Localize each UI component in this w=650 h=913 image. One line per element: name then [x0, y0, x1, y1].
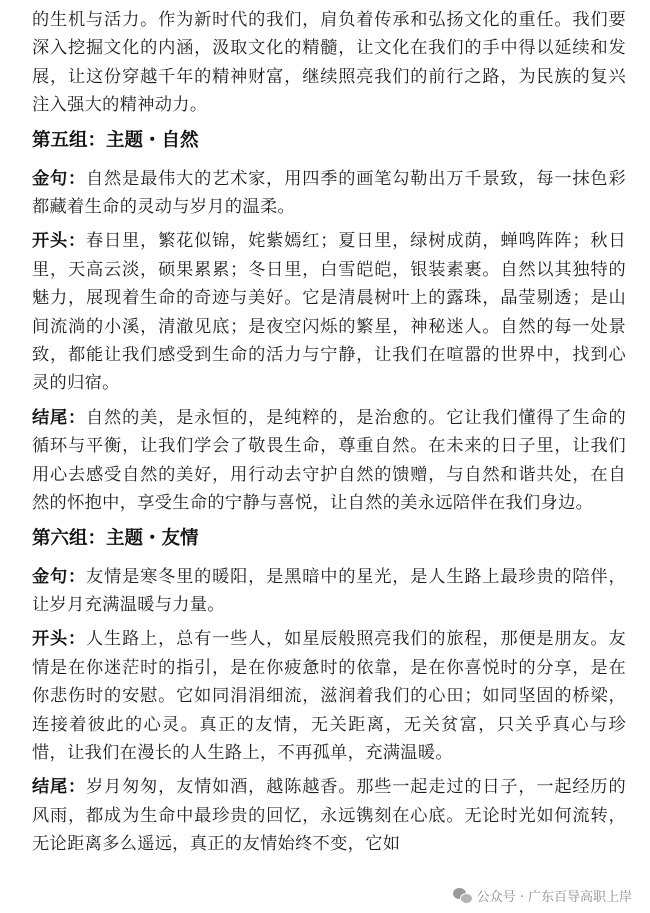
opening-text: 春日里，繁花似锦，姹紫嫣红；夏日里，绿树成荫，蝉鸣阵阵；秋日里，天高云淡，硕果累累；冬日里，白雪皑皑，银装素裹。自然以其独特的魅力，展现着生命的奇迹与美好。它是清晨树叶上的露珠，晶莹剔透；是山间流淌的小溪，清澈见底；是夜空闪烁的繁星，神秘迷人。自然的每一处景致，都能让我们感受到生命的活力与宁静，让我们在喧嚣的世界中，找到心灵的归宿。	[32, 231, 626, 394]
friendship-opening	[32, 625, 626, 767]
watermark	[453, 886, 632, 905]
friendship-ending	[32, 773, 626, 858]
section-heading-friendship: 第六组：主题・友情	[32, 527, 199, 549]
watermark-text: 公众号 · 广东百导高职上岸	[476, 890, 632, 905]
ending-text: 自然的美，是永恒的，是纯粹的，是治愈的。它让我们懂得了生命的循环与平衡，让我们学会了敬畏生命，尊重自然。在未来的日子里，让我们用心去感受自然的美好，用行动去守护自然的馈赠，与自然和谐共处，在自然的怀抱中，享受生命的宁静与喜悦，让自然的美永远陪伴在我们身边。	[32, 407, 626, 514]
ending-text: 岁月匆匆，友情如酒，越陈越香。那些一起走过的日子，一起经历的风雨，都成为生命中最珍贵的回忆，永远镌刻在心底。无论时光如何流转，无论距离多么遥远，真正的友情始终不变，它如	[32, 777, 626, 855]
nature-opening	[32, 227, 626, 397]
friendship-golden-sentence	[32, 563, 626, 620]
nature-golden-sentence	[32, 165, 626, 222]
golden-sentence-text: 友情是寒冬里的暖阳，是黑暗中的星光，是人生路上最珍贵的陪伴，让岁月充满温暖与力量。	[32, 566, 626, 615]
wechat-icon	[453, 888, 472, 903]
ending-label: 结尾：	[32, 407, 87, 428]
section-heading-nature: 第五组：主题・自然	[32, 129, 199, 151]
nature-ending	[32, 404, 626, 518]
intro-paragraph: 的生机与活力。作为新时代的我们，肩负着传承和弘扬文化的重任。我们要深入挖掘文化的内涵，汲取文化的精髓，让文化在我们的手中得以延续和发展，让这份穿越千年的精神财富，继续照亮我们的前行之路，为民族的复兴注入强大的精神动力。	[32, 10, 626, 116]
golden-sentence-label: 金句：	[32, 168, 87, 189]
golden-sentence-label: 金句：	[32, 566, 87, 587]
opening-label: 开头：	[32, 629, 87, 650]
opening-label: 开头：	[32, 231, 87, 252]
opening-text: 人生路上，总有一些人，如星辰般照亮我们的旅程，那便是朋友。友情是在你迷茫时的指引，是在你疲惫时的依靠，是在你喜悦时的分享，是在你悲伤时的安慰。它如同涓涓细流，滋润着我们的心田；如同坚固的桥梁，连接着彼此的心灵。真正的友情，无关距离，无关贫富，只关乎真心与珍惜，让我们在漫长的人生路上，不再孤单，充满温暖。	[32, 629, 626, 763]
golden-sentence-text: 自然是最伟大的艺术家，用四季的画笔勾勒出万千景致，每一抹色彩都藏着生命的灵动与岁月的温柔。	[32, 168, 626, 218]
ending-label: 结尾：	[32, 777, 87, 798]
